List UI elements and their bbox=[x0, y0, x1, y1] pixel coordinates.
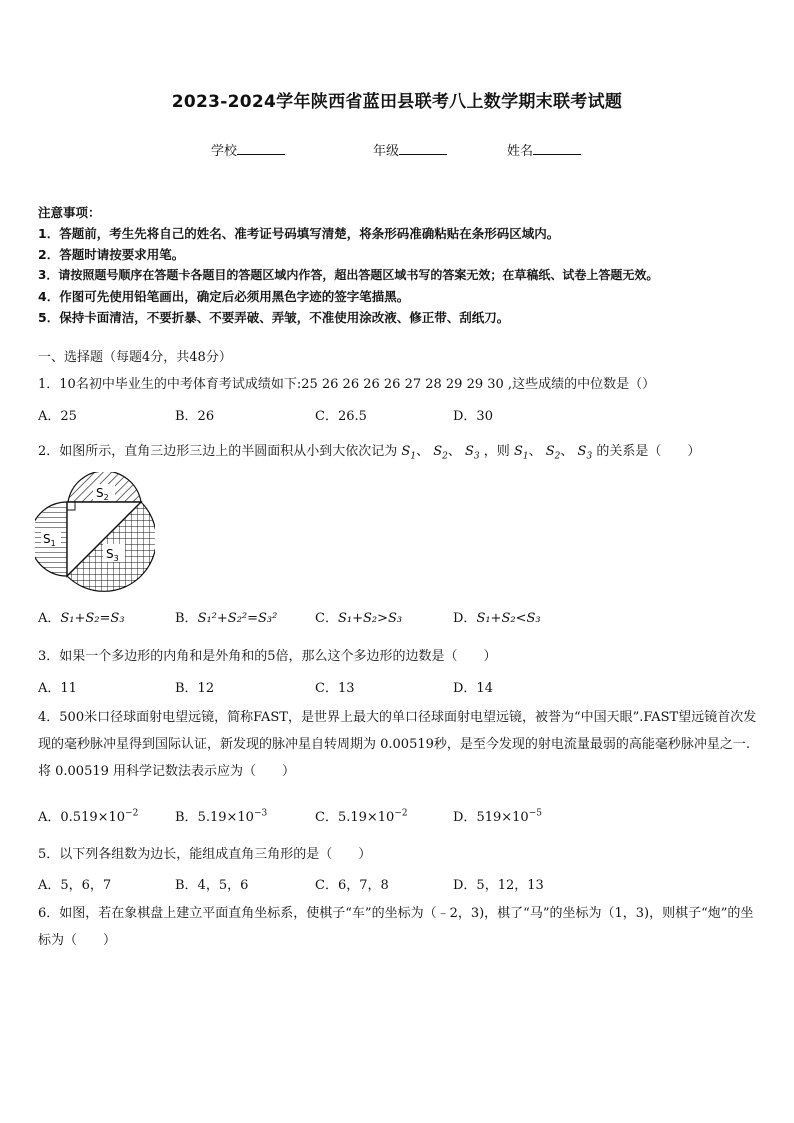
school-label: 学校 bbox=[211, 144, 238, 159]
note-item-5: 5．保持卡面清洁，不要折暴、不要弄破、弄皱，不准使用涂改液、修正带、刮纸刀。 bbox=[38, 310, 510, 325]
school-field[interactable] bbox=[211, 140, 285, 159]
q2-option-c[interactable]: C．S₁+S₂>S₃ bbox=[315, 611, 403, 626]
grade-label: 年级 bbox=[373, 144, 400, 159]
question-1-text: 1．10名初中毕业生的中考体育考试成绩如下:25 26 26 26 26 27 28 29 29 30 ,这些成绩的中位数是（） bbox=[38, 377, 656, 392]
name-label: 姓名 bbox=[507, 144, 534, 159]
q2-sep: 、 bbox=[447, 444, 461, 459]
label-s3: $S_3$ bbox=[106, 547, 119, 563]
q2-sep: 、 bbox=[416, 444, 430, 459]
q1-option-c[interactable]: C．26.5 bbox=[315, 409, 367, 424]
q2-s2: $S_2$ bbox=[433, 444, 448, 462]
q3-option-a[interactable]: A．11 bbox=[38, 681, 77, 696]
name-field[interactable] bbox=[507, 140, 581, 159]
q3-option-c[interactable]: C．13 bbox=[315, 681, 355, 696]
question-4-options bbox=[38, 806, 638, 826]
label-s1: $S_1$ bbox=[43, 532, 56, 548]
grade-field[interactable] bbox=[373, 140, 447, 159]
q2-s2b: $S_2$ bbox=[545, 444, 561, 462]
question-4-text: 4．500米口径球面射电望远镜，简称FAST，是世界上最大的单口径球面射电望远镜，被誉为“中国天眼”.FAST望远镜首次发现的毫秒脉冲星得到国际认证，新发现的脉冲星自转周期为 0.00519秒，是至今发现的射电流量最弱的高能毫秒脉冲星之一.将 0.00519 用科学记数法表示应为（ ） bbox=[38, 710, 757, 779]
q1-option-a[interactable]: A．25 bbox=[38, 409, 77, 424]
question-2-text bbox=[38, 440, 700, 462]
semicircle-figure bbox=[35, 472, 155, 596]
note-item-4: 4．作图可先使用铅笔画出，确定后必须用黑色字迹的签字笔描黑。 bbox=[38, 289, 410, 304]
q2-option-a[interactable]: A．S₁+S₂=S₃ bbox=[38, 611, 125, 626]
semicircle-diagram bbox=[35, 472, 155, 592]
grade-blank[interactable] bbox=[399, 142, 447, 155]
notes-heading: 注意事项： bbox=[38, 205, 101, 220]
q1-option-d[interactable]: D．30 bbox=[453, 409, 493, 424]
name-blank[interactable] bbox=[533, 142, 581, 155]
q2-sep: 、 bbox=[560, 444, 574, 459]
q2-s3: $S_3$ bbox=[465, 444, 480, 462]
q2-s1: $S_1$ bbox=[401, 444, 417, 462]
q2-text-a: 2．如图所示，直角三边形三边上的半圆面积从小到大依次记为 bbox=[38, 444, 398, 459]
q2-option-d[interactable]: D．S₁+S₂<S₃ bbox=[453, 611, 541, 626]
question-5-text: 5．以下列各组数为边长，能组成直角三角形的是（ ） bbox=[38, 847, 372, 862]
exam-title: 2023-2024学年陕西省蓝田县联考八上数学期末联考试题 bbox=[171, 92, 623, 112]
q4-option-d[interactable]: D．$519\times 10^{-5}$ bbox=[453, 808, 542, 825]
question-6-text: 6．如图，若在象棋盘上建立平面直角坐标系，使棋子“车”的坐标为（﹣2，3)，棋了“马”的坐标为（1，3)，则棋子“炮”的坐标为（ ） bbox=[38, 906, 754, 948]
q4-option-a[interactable]: A．$0.519\times 10^{-2}$ bbox=[38, 808, 139, 825]
school-blank[interactable] bbox=[237, 142, 285, 155]
q5-option-d[interactable]: D．5，12，13 bbox=[453, 878, 544, 893]
note-item-3: 3．请按照题号顺序在答题卡各题目的答题区域内作答，超出答题区域书写的答案无效；在草稿纸、试卷上答题无效。 bbox=[38, 268, 659, 282]
q3-option-d[interactable]: D．14 bbox=[453, 681, 493, 696]
q4-option-b[interactable]: B．$5.19\times 10^{-3}$ bbox=[175, 808, 268, 825]
question-1-options bbox=[38, 405, 638, 425]
label-s2: $S_2$ bbox=[96, 486, 109, 502]
q5-option-c[interactable]: C．6，7，8 bbox=[315, 878, 389, 893]
q4-option-c[interactable]: C．$5.19\times 10^{-2}$ bbox=[315, 808, 408, 825]
notes-block bbox=[38, 202, 768, 328]
question-5-options bbox=[38, 874, 638, 894]
q1-option-b[interactable]: B．26 bbox=[175, 409, 215, 424]
note-item-1: 1．答题前，考生先将自己的姓名、准考证号码填写清楚，将条形码准确粘贴在条形码区域内。 bbox=[38, 226, 560, 241]
q5-option-a[interactable]: A．5，6，7 bbox=[38, 878, 112, 893]
note-item-2: 2．答题时请按要求用笔。 bbox=[38, 247, 185, 262]
q2-text-b: ，则 bbox=[483, 444, 510, 459]
q5-option-b[interactable]: B．4，5，6 bbox=[175, 878, 249, 893]
question-3-text: 3．如果一个多边形的内角和是外角和的5倍，那么这个多边形的边数是（ ） bbox=[38, 649, 497, 664]
section-heading: 一、选择题（每题4分，共48分） bbox=[38, 350, 232, 365]
question-3-options bbox=[38, 677, 638, 697]
q2-option-b[interactable]: B．S₁²+S₂²=S₃² bbox=[175, 611, 278, 626]
q2-sep: 、 bbox=[528, 444, 542, 459]
q2-text-c: 的关系是（ ） bbox=[596, 444, 701, 459]
q2-s3b: $S_3$ bbox=[577, 444, 593, 462]
question-2-options bbox=[38, 607, 638, 627]
q3-option-b[interactable]: B．12 bbox=[175, 681, 215, 696]
q2-s1b: $S_1$ bbox=[513, 444, 529, 462]
